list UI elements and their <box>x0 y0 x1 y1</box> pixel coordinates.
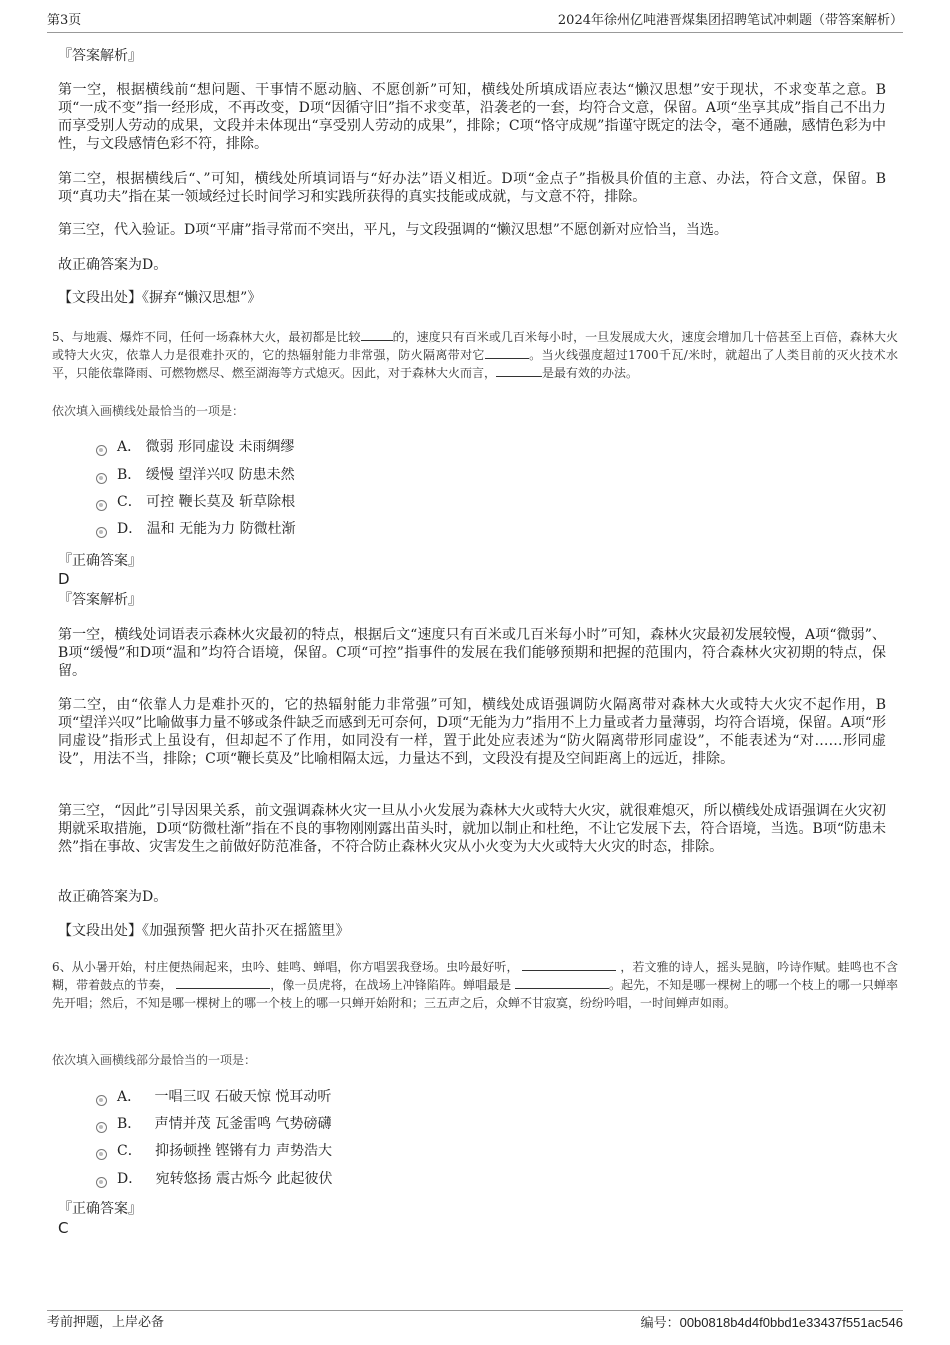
analysis-paragraph: 第三空，“因此”引导因果关系，前文强调森林火灾一旦从小火发展为森林大火或特大火灾，就很难熄灭，所以横线处成语强调在火灾初期就采取措施，D项“防微杜渐”指在不良的事物刚刚露出苗头时，就加以制止和杜绝，不让它发展下去，符合语境，当选。B项“防患未然”指在事故、灾害发生之前做好防范准备，不符合防止森林火灾从小火变为大火或特大火灾的时态，排除。 <box>58 803 886 855</box>
question-instruction: 依次填入画横线部分最恰当的一项是： <box>52 1053 257 1067</box>
option-d[interactable]: D． 温和 无能为力 防微杜渐 <box>96 519 296 539</box>
question-stem: 6、从小暑开始，村庄便热闹起来，虫吟、蛙鸣、蝉唱，你方唱罢我登场。虫吟最好听， ，若文雅的诗人，摇头晃脑，吟诗作赋。蛙鸣也不含糊，带着鼓点的节奏， ，像一员虎将，在战场上冲锋陷阵。蝉唱最是 。起先，不知是哪一棵树上的哪一个枝上的哪一只蝉率先开唱；然后，不知是哪一棵树上的哪一个枝上的哪一只蝉开始附和；三五声之后，众蝉不甘寂寞，纷纷吟唱，一时间蝉声如雨。 <box>52 960 898 1010</box>
analysis-paragraph: 第一空，根据横线前“想问题、干事情不愿动脑、不愿创新”可知，横线处所填成语应表达“懒汉思想”安于现状，不求变革之意。B项“一成不变”指一经形成，不再改变，D项“因循守旧”指不求变革，沿袭老的一套，均符合文意，保留。A项“坐享其成”指自己不出力而享受别人劳动的成果，文段并未体现出“享受别人劳动的成果”，排除；C项“恪守成规”指谨守既定的法令，毫不通融，感情色彩为中性，与文段感情色彩不符，排除。 <box>58 82 886 152</box>
radio-icon[interactable] <box>96 473 107 484</box>
answer-label: 『正确答案』 <box>58 553 142 569</box>
radio-icon[interactable] <box>96 1149 107 1160</box>
blank <box>522 970 616 971</box>
document-code: 编号：00b0818b4d4f0bbd1e33437f551ac546 <box>640 1315 903 1331</box>
analysis-paragraph: 第一空，横线处词语表示森林火灾最初的特点，根据后文“速度只有百米或几百米每小时”可知，森林火灾最初发展较慢，A项“微弱”、B项“缓慢”和D项“温和”均符合语境，保留。C项“可控”指事件的发展在我们能够预期和把握的范围内，符合森林火灾初期的特点，保留。 <box>58 627 886 679</box>
blank <box>515 988 609 989</box>
blank <box>496 376 542 377</box>
conclusion: 故正确答案为D。 <box>58 889 168 905</box>
page-header <box>47 10 903 33</box>
footer-slogan: 考前押题，上岸必备 <box>47 1315 165 1330</box>
option-b[interactable]: B． 声情并茂 瓦釜雷鸣 气势磅礴 <box>96 1114 332 1134</box>
question-stem: 5、与地震、爆炸不同，任何一场森林大火，最初都是比较 的，速度只有百米或几百米每小时，一旦发展成大火，速度会增加几十倍甚至上百倍，森林大火或特大火灾，依靠人力是很难扑灭的，它的热辐射能力非常强，防火隔离带对它 。当火线强度超过1700千瓦/米时，就超出了人类目前的灭火技术水平，只能依靠降雨、可燃物燃尽、燃至湖海等方式熄灭。因此，对于森林大火而言， 是最有效的办法。 <box>52 330 898 380</box>
radio-icon[interactable] <box>96 527 107 538</box>
conclusion: 故正确答案为D。 <box>58 257 168 273</box>
analysis-paragraph: 第二空，由“依靠人力是难扑灭的，它的热辐射能力非常强”可知，横线处成语强调防火隔离带对森林大火或特大火灾不起作用，B项“望洋兴叹”比喻做事力量不够或条件缺乏而感到无可奈何，D项“无能为力”指用不上力量或者力量薄弱，均符合语境，保留。A项“形同虚设”指形式上虽设有，但却起不了作用，如同没有一样，置于此处应表述为“防火隔离带形同虚设”，不能表述为“对……形同虚设”，用法不当，排除；C项“鞭长莫及”比喻相隔太远，力量达不到，文段没有提及空间距离上的远近，排除。 <box>58 697 886 767</box>
page-number: 第3页 <box>47 13 82 28</box>
option-d[interactable]: D． 宛转悠扬 震古烁今 此起彼伏 <box>96 1169 333 1189</box>
radio-icon[interactable] <box>96 1122 107 1133</box>
radio-icon[interactable] <box>96 445 107 456</box>
option-a[interactable]: A． 一唱三叹 石破天惊 悦耳动听 <box>96 1087 331 1107</box>
option-c[interactable]: C． 抑扬顿挫 铿锵有力 声势浩大 <box>96 1141 332 1161</box>
analysis-label: 『答案解析』 <box>58 592 142 608</box>
passage-source: 【文段出处】《摒弃“懒汉思想”》 <box>58 290 262 306</box>
correct-answer: C <box>58 1219 69 1237</box>
option-c[interactable]: C． 可控 鞭长莫及 斩草除根 <box>96 492 295 512</box>
option-b[interactable]: B． 缓慢 望洋兴叹 防患未然 <box>96 465 295 485</box>
correct-answer: D <box>58 570 70 588</box>
radio-icon[interactable] <box>96 1177 107 1188</box>
analysis-paragraph: 第二空，根据横线后“、”可知，横线处所填词语与“好办法”语义相近。D项“金点子”指极具价值的主意、办法，符合文意，保留。B项“真功夫”指在某一领域经过长时间学习和实践所获得的真实技能或成就，与文意不符，排除。 <box>58 171 886 205</box>
passage-source: 【文段出处】《加强预警 把火苗扑灭在摇篮里》 <box>58 923 350 939</box>
answer-label: 『正确答案』 <box>58 1201 142 1217</box>
radio-icon[interactable] <box>96 1095 107 1106</box>
blank <box>485 358 529 359</box>
radio-icon[interactable] <box>96 500 107 511</box>
page-footer <box>47 1310 903 1333</box>
blank <box>361 340 393 341</box>
analysis-label: 『答案解析』 <box>58 48 142 64</box>
document-title: 2024年徐州亿吨港晋煤集团招聘笔试冲刺题（带答案解析） <box>557 13 903 28</box>
question-instruction: 依次填入画横线处最恰当的一项是： <box>52 404 245 418</box>
blank <box>176 988 270 989</box>
analysis-paragraph: 第三空，代入验证。D项“平庸”指寻常而不突出，平凡，与文段强调的“懒汉思想”不愿创新对应恰当，当选。 <box>58 222 728 238</box>
option-a[interactable]: A． 微弱 形同虚设 未雨绸缪 <box>96 437 294 457</box>
